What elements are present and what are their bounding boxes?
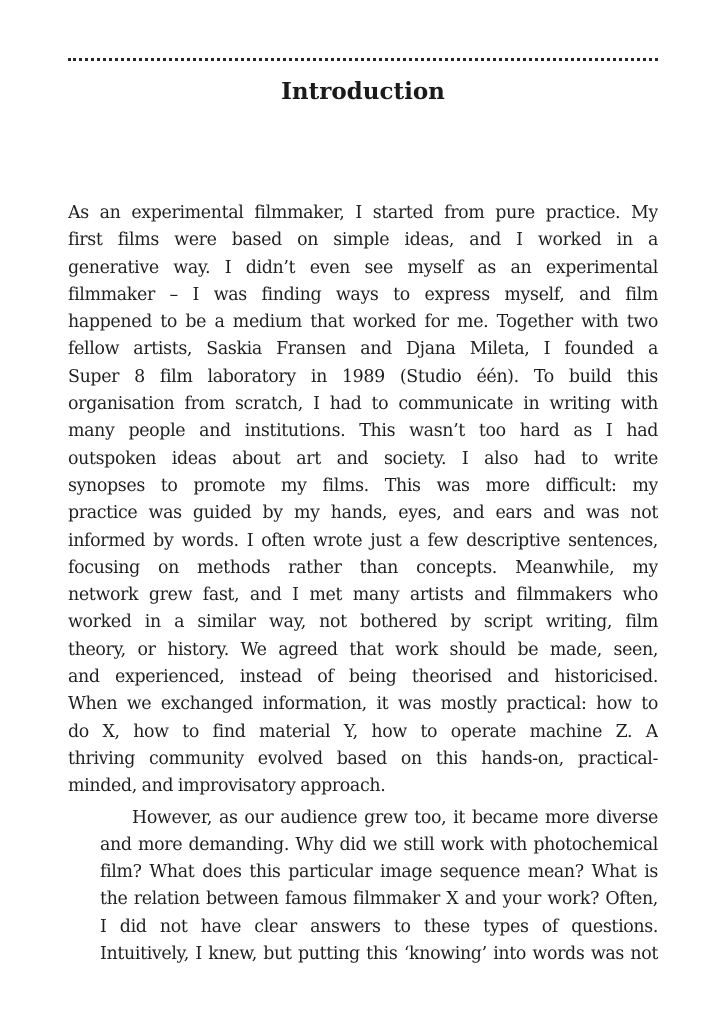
- paragraph-1: [68, 200, 658, 801]
- text-line: network grew fast, and I met many artists and filmmakers who: [68, 585, 658, 606]
- text-line: I did not have clear answers to these types of questions.: [100, 916, 658, 937]
- paragraph-2: [68, 805, 658, 969]
- text-line: first films were based on simple ideas, and I worked in a: [68, 230, 658, 251]
- text-line: minded, and improvisatory approach.: [68, 776, 386, 797]
- text-line: synopses to promote my films. This was more difficult: my: [68, 475, 658, 496]
- header-dotted-rule: [68, 58, 658, 61]
- text-line: focusing on methods rather than concepts. Meanwhile, my: [68, 557, 658, 578]
- text-line: film? What does this particular image sequence mean? What is: [100, 862, 658, 883]
- text-line: many people and institutions. This wasn’t too hard as I had: [68, 421, 658, 442]
- chapter-title: Introduction: [281, 78, 445, 105]
- text-line: When we exchanged information, it was mostly practical: how to: [68, 694, 658, 715]
- text-line: do X, how to find material Y, how to operate machine Z. A: [68, 721, 658, 742]
- text-line: happened to be a medium that worked for me. Together with two: [68, 312, 658, 333]
- text-line: Intuitively, I knew, but putting this ‘knowing’ into words was not: [100, 944, 658, 965]
- text-line: fellow artists, Saskia Fransen and Djana Mileta, I founded a: [68, 339, 658, 360]
- text-line: worked in a similar way, not bothered by script writing, film: [68, 612, 658, 633]
- text-line: thriving community evolved based on this hands-on, practical-: [68, 748, 658, 769]
- body-text: [68, 200, 658, 968]
- text-line: and experienced, instead of being theorised and historicised.: [68, 667, 658, 688]
- text-line: and more demanding. Why did we still work with photochemical: [100, 834, 658, 855]
- text-line: generative way. I didn’t even see myself as an experimental: [68, 257, 658, 278]
- text-line: organisation from scratch, I had to communicate in writing with: [68, 394, 658, 415]
- text-line: Super 8 film laboratory in 1989 (Studio één). To build this: [68, 366, 658, 387]
- text-line: theory, or history. We agreed that work should be made, seen,: [68, 639, 658, 660]
- text-line: outspoken ideas about art and society. I also had to write: [68, 448, 658, 469]
- text-line: practice was guided by my hands, eyes, and ears and was not: [68, 503, 658, 524]
- text-line: filmmaker – I was finding ways to express myself, and film: [68, 284, 658, 305]
- text-line: However, as our audience grew too, it became more diverse: [132, 807, 658, 828]
- text-line: the relation between famous filmmaker X and your work? Often,: [100, 889, 658, 910]
- text-line: As an experimental filmmaker, I started from pure practice. My: [68, 203, 658, 223]
- text-line: informed by words. I often wrote just a few descriptive sentences,: [68, 530, 658, 551]
